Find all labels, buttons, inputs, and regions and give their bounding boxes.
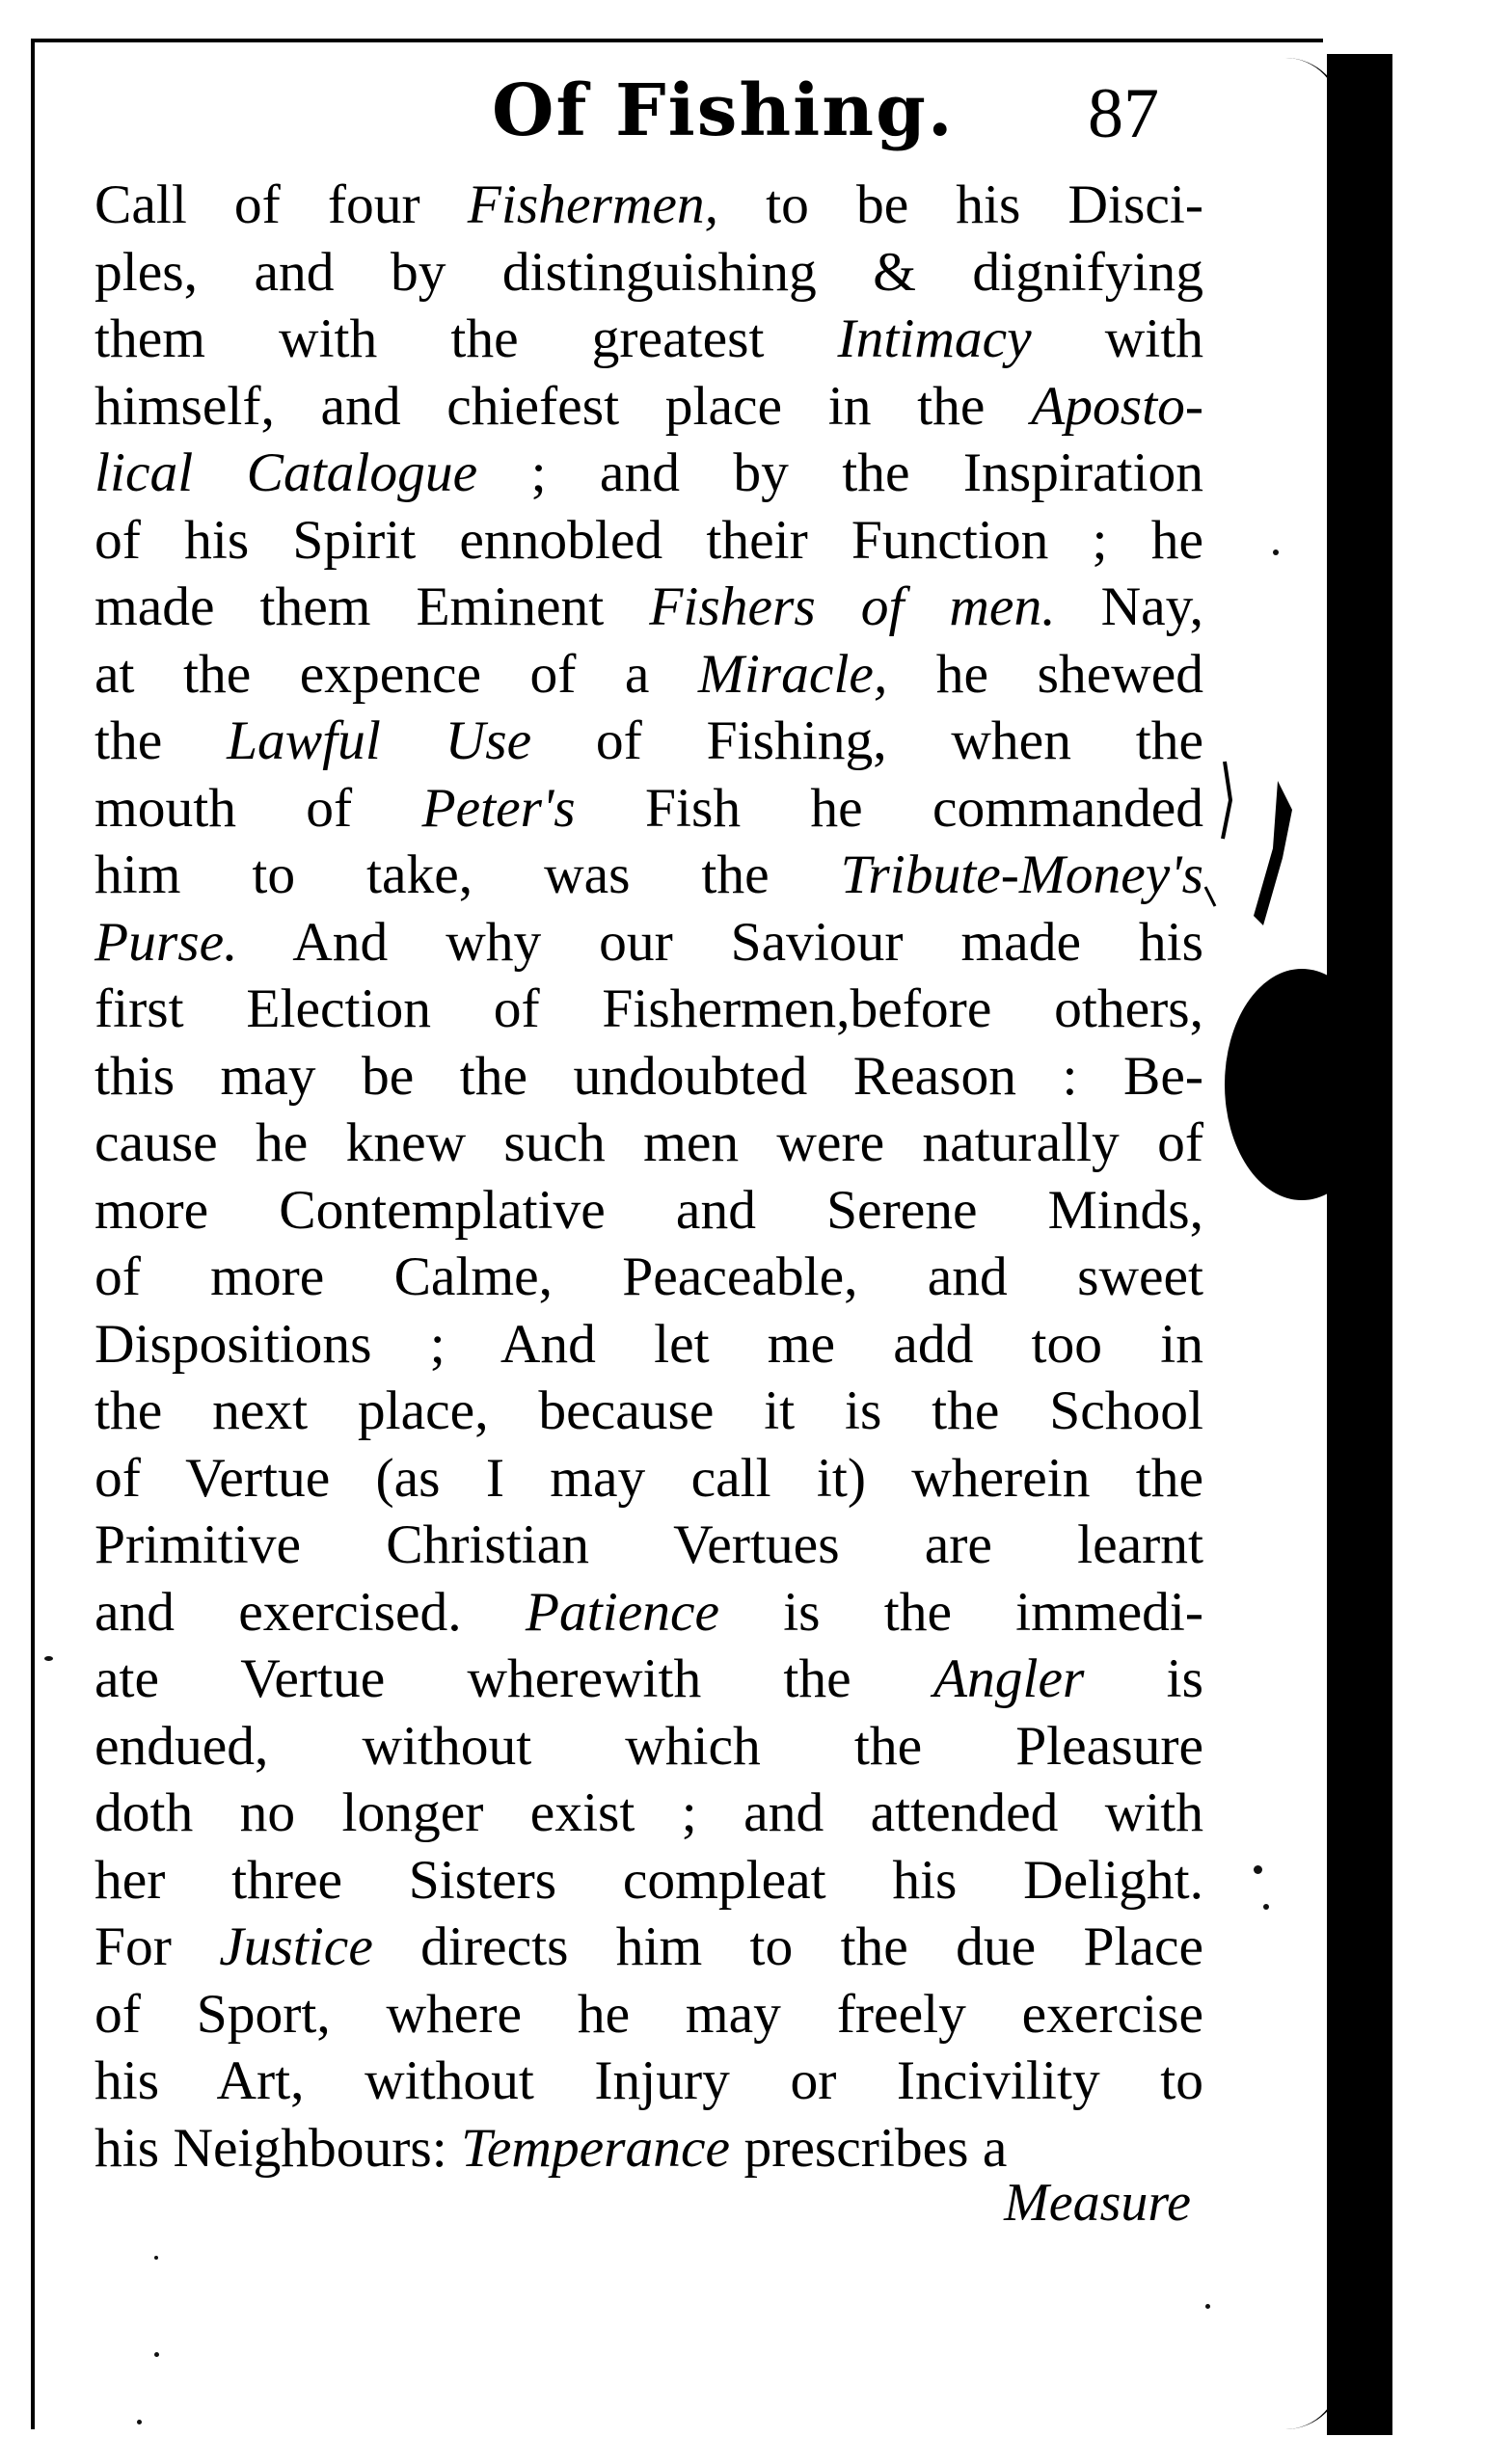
running-head: Of Fishing. xyxy=(492,69,955,152)
text-run: prescribes a xyxy=(730,2117,1008,2179)
text-run: at the expence of a xyxy=(95,643,698,705)
text-run: the xyxy=(95,710,228,771)
text-run: more Contemplative and Serene Minds, xyxy=(95,1179,1203,1241)
italic-run: Lawful Use xyxy=(227,710,532,771)
text-line xyxy=(95,775,1203,843)
text-run: with xyxy=(1031,308,1204,369)
text-run: directs him to the due Place xyxy=(372,1916,1203,1977)
text-line xyxy=(95,842,1203,909)
speck xyxy=(154,2256,158,2260)
text-line xyxy=(95,1177,1203,1245)
text-run: of Vertue (as I may call it) wherein the xyxy=(95,1447,1203,1509)
text-line xyxy=(95,641,1203,709)
ink-stain xyxy=(1186,742,1302,964)
text-line xyxy=(95,708,1203,775)
text-run: Call of four xyxy=(95,174,468,235)
speck xyxy=(1205,2304,1210,2309)
text-line xyxy=(95,1512,1203,1579)
text-line xyxy=(95,507,1203,575)
text-line xyxy=(95,1847,1203,1915)
text-line xyxy=(95,1780,1203,1847)
text-run: and exercised. xyxy=(95,1581,526,1643)
text-run: of Sport, where he may freely exercise xyxy=(95,1983,1203,2045)
text-run: the next place, because it is the School xyxy=(95,1380,1203,1441)
text-run: this may be the undoubted Reason : Be- xyxy=(95,1045,1203,1107)
text-line xyxy=(95,1579,1203,1647)
text-run: his Art, without Injury or Incivility to xyxy=(95,2050,1203,2111)
text-line xyxy=(95,976,1203,1043)
body-text xyxy=(95,172,1203,2182)
text-run: him to take, was the xyxy=(95,844,841,905)
text-line xyxy=(95,1445,1203,1513)
text-run: her three Sisters compleat his Delight. xyxy=(95,1849,1203,1911)
text-line xyxy=(95,1914,1203,1981)
text-line xyxy=(95,239,1203,307)
italic-run: Angler xyxy=(932,1648,1085,1709)
text-line xyxy=(95,909,1203,977)
italic-run: lical Catalogue xyxy=(95,442,478,503)
top-frame-rule xyxy=(31,39,1323,42)
speck xyxy=(137,2420,142,2424)
left-frame-rule xyxy=(31,39,35,2429)
text-line xyxy=(95,574,1203,641)
binding-notch xyxy=(1225,969,1379,1200)
italic-run: Peter's xyxy=(421,777,576,839)
speck xyxy=(1273,549,1279,555)
text-run: is the immedi- xyxy=(719,1581,1204,1643)
italic-run: Tribute-Money's xyxy=(840,844,1203,905)
text-run: of his Spirit ennobled their Function ; he xyxy=(95,509,1203,571)
text-run: made them Eminent xyxy=(95,576,650,637)
text-run: ples, and by distinguishing & dignifying xyxy=(95,241,1203,303)
text-run: cause he knew such men were naturally of xyxy=(95,1112,1203,1173)
text-line xyxy=(95,1043,1203,1111)
text-line xyxy=(95,172,1203,239)
speck xyxy=(44,1656,53,1661)
text-run: And why our Saviour made his xyxy=(237,911,1203,973)
text-run: his Neighbours: xyxy=(95,2117,462,2179)
italic-run: Fishers of men. xyxy=(649,576,1056,637)
gutter-shadow xyxy=(1327,54,1392,2435)
text-run: himself, and chiefest place in the xyxy=(95,375,1032,437)
text-run: ; and by the Inspiration xyxy=(477,442,1203,503)
text-run: is xyxy=(1084,1648,1204,1709)
text-run: of more Calme, Peaceable, and sweet xyxy=(95,1246,1203,1307)
page-header xyxy=(0,64,1283,160)
speck xyxy=(154,2352,159,2357)
speck xyxy=(1263,1904,1269,1910)
italic-run: Fishermen, xyxy=(467,174,719,235)
text-line xyxy=(95,373,1203,441)
text-line xyxy=(95,440,1203,507)
italic-run: Justice xyxy=(219,1916,373,1977)
text-run: For xyxy=(95,1916,220,1977)
text-run: mouth of xyxy=(95,777,422,839)
text-run: endued, without which the Pleasure xyxy=(95,1715,1203,1777)
speck xyxy=(1254,1865,1262,1874)
text-run: doth no longer exist ; and attended with xyxy=(95,1782,1203,1843)
text-line xyxy=(95,1713,1203,1781)
text-run: Fish he commanded xyxy=(575,777,1203,839)
text-line xyxy=(95,1311,1203,1379)
italic-run: Aposto- xyxy=(1031,375,1203,437)
text-run: Nay, xyxy=(1055,576,1204,637)
text-run: ate Vertue wherewith the xyxy=(95,1648,933,1709)
italic-run: Patience xyxy=(525,1581,720,1643)
italic-run: Temperance xyxy=(461,2117,731,2179)
catchword: Measure xyxy=(1004,2173,1191,2233)
text-run: of Fishing, when the xyxy=(531,710,1204,771)
text-line xyxy=(95,1110,1203,1177)
text-run: Dispositions ; And let me add too in xyxy=(95,1313,1203,1375)
text-line xyxy=(95,306,1203,373)
text-line xyxy=(95,1646,1203,1713)
text-run: first Election of Fishermen,before others, xyxy=(95,978,1203,1039)
italic-run: Purse. xyxy=(95,911,238,973)
text-run: them with the greatest xyxy=(95,308,838,369)
text-run: Primitive Christian Vertues are learnt xyxy=(95,1514,1203,1575)
text-run: to be his Disci- xyxy=(718,174,1203,235)
text-line xyxy=(95,1981,1203,2049)
italic-run: Intimacy xyxy=(837,308,1032,369)
text-line xyxy=(95,2048,1203,2115)
page-number: 87 xyxy=(1088,74,1159,153)
text-run: he shewed xyxy=(887,643,1204,705)
text-line xyxy=(95,1244,1203,1311)
italic-run: Miracle, xyxy=(697,643,888,705)
text-line xyxy=(95,1378,1203,1445)
